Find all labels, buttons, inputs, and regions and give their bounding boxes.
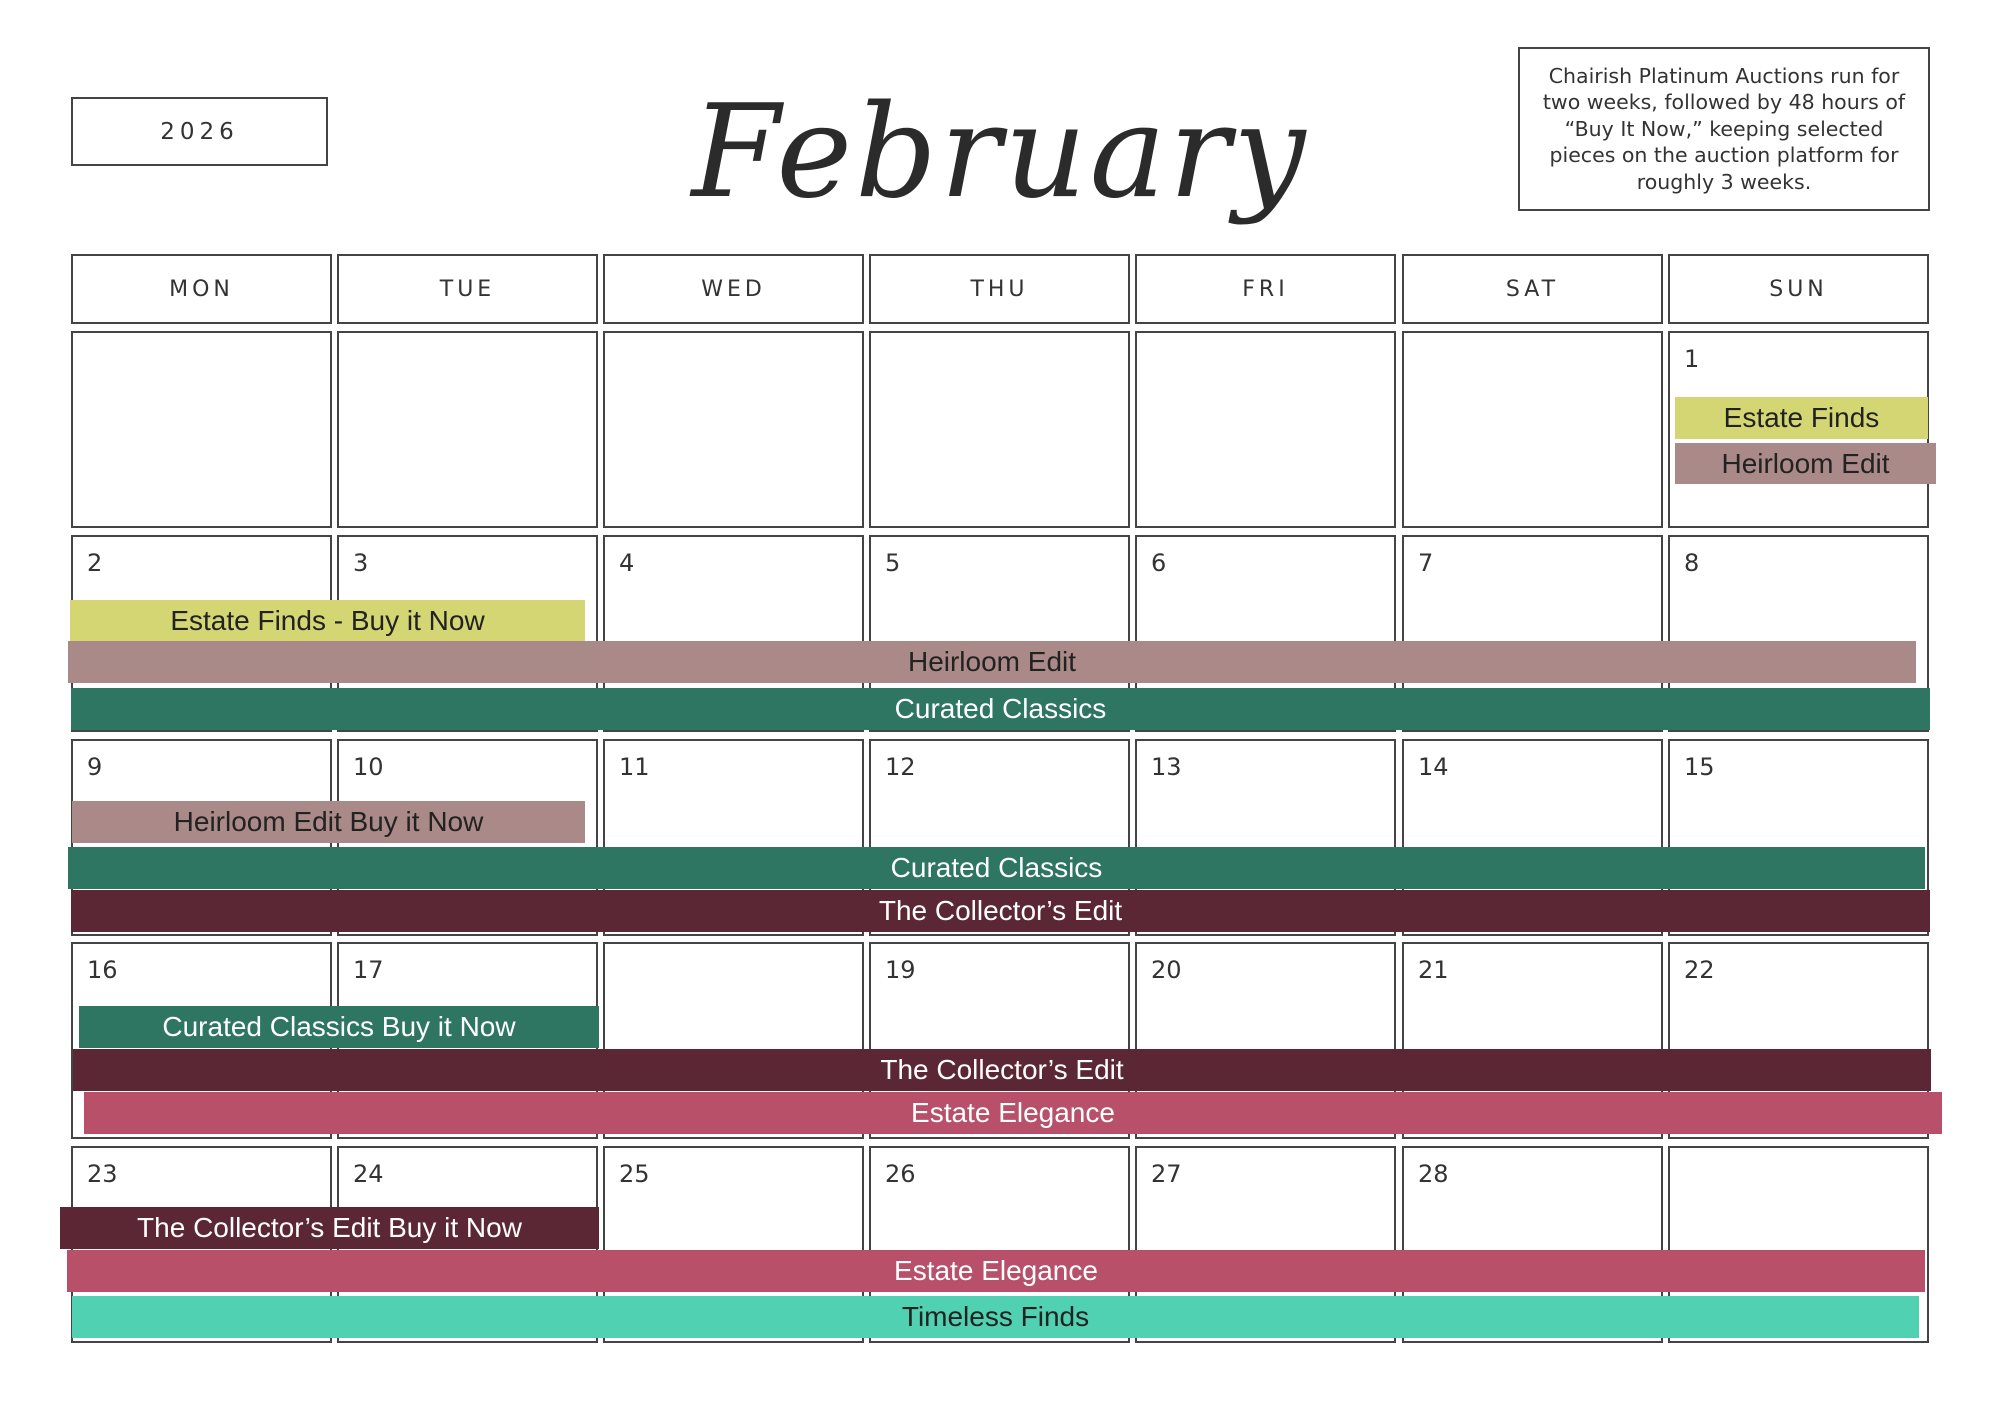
event-bar-the-collector-s-edit[interactable] bbox=[73, 1049, 1931, 1091]
day-number: 15 bbox=[1684, 753, 1715, 781]
event-bar-heirloom-edit[interactable] bbox=[68, 641, 1916, 683]
event-label: Curated Classics bbox=[890, 852, 1103, 883]
event-label: The Collector’s Edit bbox=[878, 895, 1123, 926]
day-number: 21 bbox=[1418, 956, 1449, 984]
day-number: 16 bbox=[87, 956, 118, 984]
day-number: 4 bbox=[619, 549, 635, 577]
event-label: Estate Finds - Buy it Now bbox=[170, 605, 485, 636]
day-number: 24 bbox=[353, 1160, 384, 1188]
day-cell-empty[interactable] bbox=[1402, 331, 1663, 528]
event-label: The Collector’s Edit bbox=[880, 1054, 1124, 1085]
auction-note-text: Chairish Platinum Auctions run for two weeks, followed by 48 hours of “Buy It Now,” keeping selected pieces on the auction platform for roughly 3 weeks. bbox=[1542, 63, 1906, 194]
event-bar-timeless-finds[interactable] bbox=[72, 1296, 1919, 1338]
event-bar-the-collector-s-edit-buy-it-now[interactable] bbox=[60, 1207, 599, 1249]
day-cell-empty[interactable] bbox=[337, 331, 598, 528]
weekday-header-thu: THU bbox=[869, 254, 1130, 324]
event-bar-heirloom-edit-buy-it-now[interactable] bbox=[72, 801, 585, 843]
day-number: 22 bbox=[1684, 956, 1715, 984]
event-label: Heirloom Edit bbox=[1721, 447, 1890, 479]
day-number: 2 bbox=[87, 549, 103, 577]
day-number: 7 bbox=[1418, 549, 1434, 577]
weekday-header-wed: WED bbox=[603, 254, 864, 324]
day-number: 13 bbox=[1151, 753, 1182, 781]
day-cell-empty[interactable] bbox=[869, 331, 1130, 528]
event-bar-curated-classics-buy-it-now[interactable] bbox=[79, 1006, 599, 1048]
day-number: 19 bbox=[885, 956, 916, 984]
event-label: Estate Finds bbox=[1723, 402, 1880, 433]
day-number: 17 bbox=[353, 956, 384, 984]
event-label: Timeless Finds bbox=[901, 1301, 1090, 1332]
month-title: February bbox=[691, 78, 1309, 227]
weekday-header-sun: SUN bbox=[1668, 254, 1929, 324]
day-number: 20 bbox=[1151, 956, 1182, 984]
event-bar-estate-finds[interactable] bbox=[1675, 397, 1928, 439]
event-bar-curated-classics[interactable] bbox=[71, 688, 1930, 730]
day-number: 27 bbox=[1151, 1160, 1182, 1188]
day-number: 25 bbox=[619, 1160, 650, 1188]
day-number: 14 bbox=[1418, 753, 1449, 781]
event-bar-curated-classics[interactable] bbox=[68, 847, 1925, 889]
event-label: Heirloom Edit bbox=[907, 646, 1077, 677]
weekday-header-sat: SAT bbox=[1402, 254, 1663, 324]
day-number: 1 bbox=[1684, 345, 1700, 373]
day-number: 8 bbox=[1684, 549, 1700, 577]
weekday-header-tue: TUE bbox=[337, 254, 598, 324]
event-label: Curated Classics Buy it Now bbox=[162, 1011, 516, 1042]
event-label: Heirloom Edit Buy it Now bbox=[173, 806, 484, 837]
day-number: 10 bbox=[353, 753, 384, 781]
event-label: Estate Elegance bbox=[911, 1097, 1115, 1128]
event-label: Curated Classics bbox=[894, 693, 1107, 724]
day-number: 11 bbox=[619, 753, 650, 781]
weekday-header-mon: MON bbox=[71, 254, 332, 324]
year-label: 2026 bbox=[71, 97, 328, 166]
day-cell-empty[interactable] bbox=[71, 331, 332, 528]
auction-note bbox=[1518, 47, 1930, 211]
weekday-header-fri: FRI bbox=[1135, 254, 1396, 324]
day-number: 3 bbox=[353, 549, 369, 577]
event-bar-estate-elegance[interactable] bbox=[84, 1092, 1942, 1134]
day-number: 5 bbox=[885, 549, 901, 577]
day-number: 26 bbox=[885, 1160, 916, 1188]
day-number: 9 bbox=[87, 753, 103, 781]
day-number: 12 bbox=[885, 753, 916, 781]
event-bar-heirloom-edit[interactable] bbox=[1675, 443, 1936, 484]
event-label: Estate Elegance bbox=[894, 1255, 1098, 1286]
day-number: 23 bbox=[87, 1160, 118, 1188]
event-bar-the-collector-s-edit[interactable] bbox=[71, 890, 1930, 932]
event-bar-estate-finds-buy-it-now[interactable] bbox=[70, 600, 585, 642]
day-number: 28 bbox=[1418, 1160, 1449, 1188]
event-label: The Collector’s Edit Buy it Now bbox=[137, 1212, 522, 1243]
day-cell-empty[interactable] bbox=[1135, 331, 1396, 528]
day-number: 6 bbox=[1151, 549, 1167, 577]
day-cell-empty[interactable] bbox=[603, 331, 864, 528]
event-bar-estate-elegance[interactable] bbox=[67, 1250, 1925, 1292]
